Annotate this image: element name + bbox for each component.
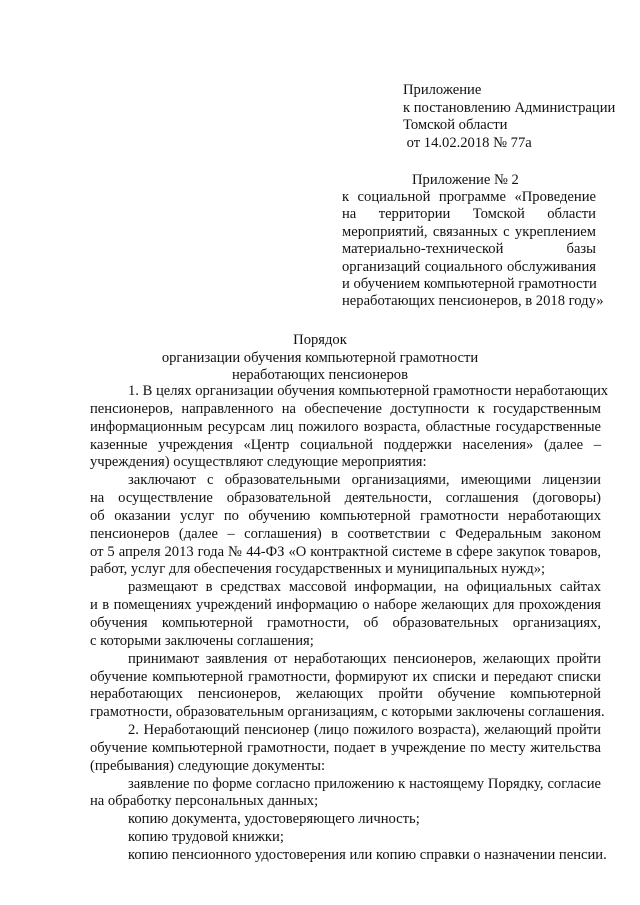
body-line: от 5 апреля 2013 года № 44-ФЗ «О контрактной системе в сфере закупок товаров,: [90, 543, 601, 560]
body-line: (пребывания) следующие документы:: [90, 757, 326, 774]
approval-line: от 14.02.2018 № 77а: [403, 134, 532, 151]
approval-line: Приложение: [403, 82, 482, 98]
body-line: на осуществление образовательной деятельности, соглашения (договоры): [90, 490, 601, 507]
body-line: грамотности, образовательным организациям, с которыми заключены соглашения.: [90, 704, 605, 721]
body-line: принимают заявления от неработающих пенсионеров, желающих пройти: [128, 650, 601, 667]
body-line: информационным ресурсам лиц пожилого возраста, областные государственные: [90, 418, 601, 435]
appendix-description: [342, 189, 604, 311]
approval-header: [403, 82, 615, 152]
approval-line: к постановлению Администрации: [403, 99, 616, 116]
body-line: неработающих пенсионеров, желающих пройти обучение компьютерной: [90, 686, 601, 703]
body-line: работ, услуг для обеспечения государственных и муниципальных нужд»;: [90, 561, 546, 578]
title-line: неработающих пенсионеров: [232, 367, 408, 384]
title-line: Порядок: [293, 332, 347, 348]
body-line: 2. Неработающий пенсионер (лицо пожилого возраста), желающий пройти: [128, 722, 601, 739]
body-line: учреждения) осуществляют следующие мероприятия:: [90, 454, 427, 471]
body-line: об оказании услуг по обучению компьютерной грамотности неработающих: [90, 507, 601, 524]
body-line: обучение компьютерной грамотности, подает в учреждение по месту жительства: [90, 739, 601, 756]
appendix-line: мероприятий, связанных с укреплением: [342, 223, 596, 240]
appendix-line: организаций социального обслуживания: [342, 258, 596, 275]
body-line: и в помещениях учреждений информацию о наборе желающих для прохождения: [90, 597, 601, 614]
body-line: обучения компьютерной грамотности, об образовательных организациях,: [90, 614, 601, 631]
body-line: пенсионеров, направленного на обеспечение доступности к государственным: [90, 400, 601, 417]
appendix-line: материально-технической базы: [342, 241, 596, 258]
document-body: [90, 383, 609, 865]
appendix-line: на территории Томской области: [342, 206, 596, 223]
body-line: заявление по форме согласно приложению к настоящему Порядку, согласие: [128, 775, 601, 792]
appendix-title: Приложение № 2: [412, 172, 519, 188]
body-line: заключают с образовательными организациями, имеющими лицензии: [128, 472, 601, 489]
appendix-line: неработающих пенсионеров, в 2018 году»: [342, 293, 604, 310]
appendix-line: и обучением компьютерной грамотности: [342, 276, 597, 293]
body-line: пенсионеров (далее – соглашения) в соответствии с Федеральным законом: [90, 525, 601, 542]
body-line: копию трудовой книжки;: [128, 829, 284, 846]
document-title: [0, 332, 640, 385]
appendix-line: к социальной программе «Проведение: [342, 189, 596, 205]
body-line: 1. В целях организации обучения компьютерной грамотности неработающих: [128, 383, 609, 399]
body-line: с которыми заключены соглашения;: [90, 632, 314, 649]
body-line: копию документа, удостоверяющего личность;: [128, 811, 420, 828]
body-line: казенные учреждения «Центр социальной поддержки населения» (далее –: [90, 436, 601, 453]
title-line: организации обучения компьютерной грамотности: [161, 349, 479, 366]
body-line: размещают в средствах массовой информации, на официальных сайтах: [128, 579, 601, 596]
body-line: обучение компьютерной грамотности, формируют их списки и передают списки: [90, 668, 601, 685]
body-line: копию пенсионного удостоверения или копию справки о назначении пенсии.: [128, 846, 607, 863]
body-line: на обработку персональных данных;: [90, 793, 319, 810]
approval-line: Томской области: [403, 117, 508, 134]
